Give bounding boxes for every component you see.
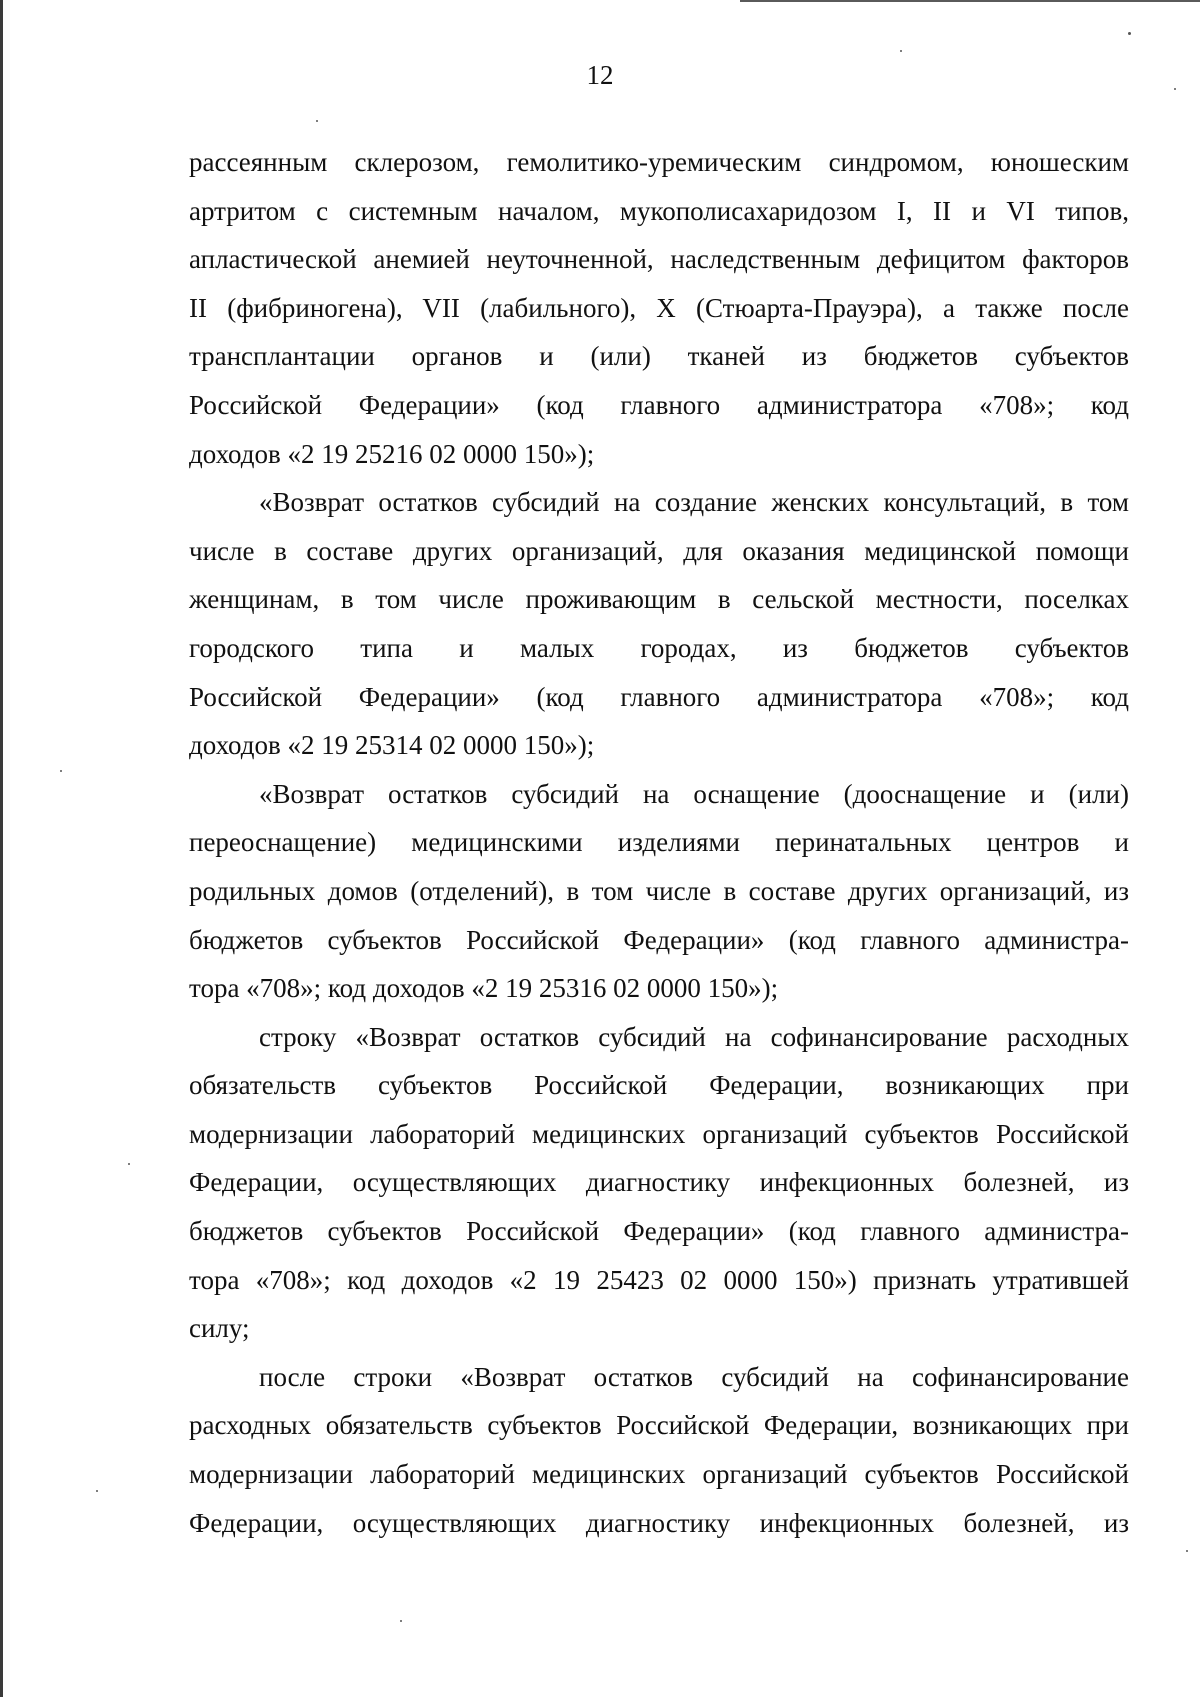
text-line: модернизации лабораторий медицинских организаций субъектов Российской: [189, 1459, 1129, 1490]
text-line: II (фибриногена), VII (лабильного), X (Стюарта-Прауэра), а также после: [189, 292, 1129, 323]
document-body: [189, 138, 1129, 1547]
text-line: Российской Федерации» (код главного администратора «708»; код: [189, 389, 1129, 420]
text-line: силу;: [189, 1313, 250, 1344]
text-line: «Возврат остатков субсидий на оснащение (дооснащение и (или): [259, 778, 1129, 809]
text-line: Российской Федерации» (код главного администратора «708»; код: [189, 681, 1129, 712]
scan-speck: [1128, 32, 1131, 35]
paragraph-1: [189, 138, 1129, 478]
scan-speck: [316, 120, 318, 122]
text-line: Федерации, осуществляющих диагностику инфекционных болезней, из: [189, 1167, 1129, 1198]
scan-speck: [1186, 1550, 1188, 1552]
text-line: доходов «2 19 25314 02 0000 150»);: [189, 730, 595, 761]
text-line: тора «708»; код доходов «2 19 25316 02 0000 150»);: [189, 973, 779, 1004]
scan-speck: [900, 50, 902, 52]
text-line: числе в составе других организаций, для оказания медицинской помощи: [189, 535, 1129, 566]
text-line: бюджетов субъектов Российской Федерации» (код главного администра-: [189, 1216, 1129, 1247]
text-line: бюджетов субъектов Российской Федерации» (код главного администра-: [189, 924, 1129, 955]
text-line: переоснащение) медицинскими изделиями перинатальных центров и: [189, 827, 1129, 858]
paragraph-2: [189, 478, 1129, 770]
scan-speck: [400, 1620, 402, 1622]
text-line: строку «Возврат остатков субсидий на софинансирование расходных: [259, 1021, 1129, 1052]
scan-left-edge: [0, 0, 3, 1697]
paragraph-3: [189, 770, 1129, 1013]
text-line: рассеянным склерозом, гемолитико-уремическим синдромом, юношеским: [189, 147, 1129, 177]
paragraph-5: [189, 1353, 1129, 1547]
text-line: «Возврат остатков субсидий на создание женских консультаций, в том: [259, 487, 1129, 518]
scan-speck: [128, 1163, 130, 1165]
text-line: женщинам, в том числе проживающим в сельской местности, поселках: [189, 584, 1129, 615]
text-line: апластической анемией неуточненной, наследственным дефицитом факторов: [189, 244, 1129, 275]
scan-speck: [1174, 88, 1176, 90]
scan-speck: [60, 770, 62, 772]
text-line: расходных обязательств субъектов Российской Федерации, возникающих при: [189, 1410, 1129, 1441]
page-number: 12: [586, 60, 614, 90]
text-line: тора «708»; код доходов «2 19 25423 02 0000 150») признать утратившей: [189, 1264, 1129, 1295]
text-line: доходов «2 19 25216 02 0000 150»);: [189, 438, 595, 469]
scan-speck: [96, 1490, 98, 1492]
paragraph-4: [189, 1013, 1129, 1353]
text-line: модернизации лабораторий медицинских организаций субъектов Российской: [189, 1118, 1129, 1149]
text-line: Федерации, осуществляющих диагностику инфекционных болезней, из: [189, 1507, 1129, 1538]
text-line: после строки «Возврат остатков субсидий на софинансирование: [259, 1361, 1129, 1392]
text-line: обязательств субъектов Российской Федерации, возникающих при: [189, 1070, 1129, 1101]
text-line: трансплантации органов и (или) тканей из бюджетов субъектов: [189, 341, 1129, 372]
scan-top-edge: [740, 0, 1200, 2]
text-line: родильных домов (отделений), в том числе в составе других организаций, из: [189, 875, 1129, 906]
text-line: городского типа и малых городах, из бюджетов субъектов: [189, 632, 1129, 663]
text-line: артритом с системным началом, мукополисахаридозом I, II и VI типов,: [189, 195, 1129, 226]
